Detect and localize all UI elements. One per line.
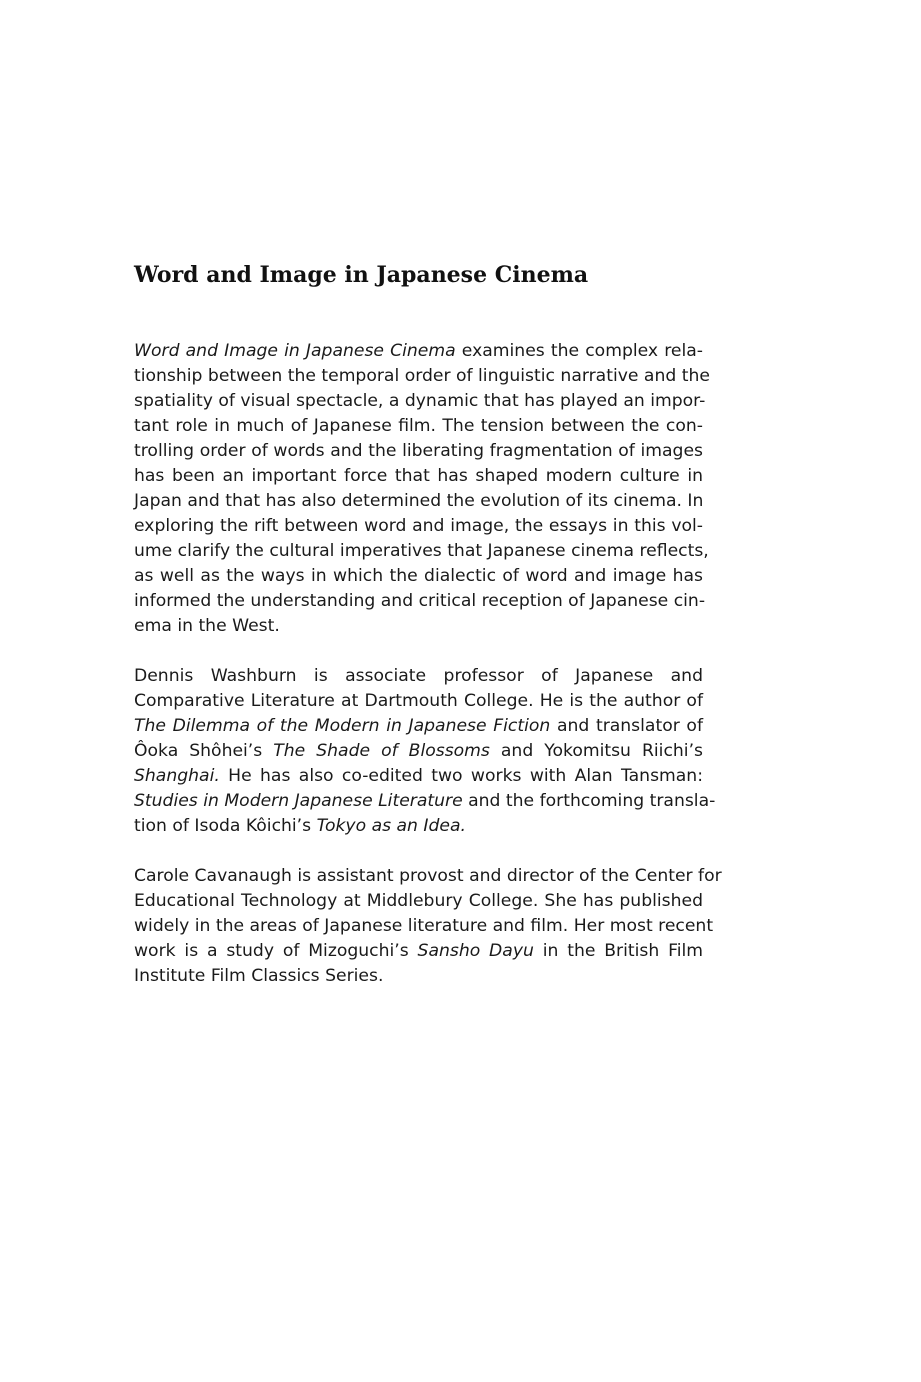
text-segment: as well as the ways in which the dialectic of word and image has xyxy=(134,566,703,586)
text-line xyxy=(134,789,716,814)
text-segment: and Yokomitsu Riichi’s xyxy=(489,741,703,761)
text-line xyxy=(134,914,714,939)
text-line xyxy=(134,614,703,639)
text-segment: Institute Film Classics Series. xyxy=(134,966,384,986)
text-line xyxy=(134,539,709,564)
text-segment: Comparative Literature at Dartmouth College. He is the author of xyxy=(134,691,703,711)
text-segment: in the British Film xyxy=(533,941,703,961)
page-title: Word and Image in Japanese Cinema xyxy=(134,262,589,288)
text-line xyxy=(134,739,703,764)
text-line xyxy=(134,889,703,914)
text-segment: tant role in much of Japanese film. The tension between the con- xyxy=(134,416,703,436)
text-line xyxy=(134,389,706,414)
text-segment: and translator of xyxy=(550,716,703,736)
book-description-paragraph xyxy=(134,339,710,639)
text-segment: trolling order of words and the liberating fragmentation of images xyxy=(134,441,703,461)
text-segment: tionship between the temporal order of linguistic narrative and the xyxy=(134,366,710,386)
text-segment: informed the understanding and critical reception of Japanese cin- xyxy=(134,591,706,611)
italic-title-text: The Dilemma of the Modern in Japanese Fiction xyxy=(134,716,551,736)
text-line xyxy=(134,564,703,589)
text-segment: work is a study of Mizoguchi’s xyxy=(134,941,418,961)
text-segment: ume clarify the cultural imperatives that Japanese cinema reflects, xyxy=(134,541,709,561)
text-segment: has been an important force that has shaped modern culture in xyxy=(134,466,703,486)
text-segment: Japan and that has also determined the evolution of its cinema. In xyxy=(134,491,704,511)
text-line xyxy=(134,814,703,839)
text-line xyxy=(134,589,706,614)
text-line xyxy=(134,964,703,989)
text-segment: Ôoka Shôhei’s xyxy=(134,741,274,761)
italic-title-text: Word and Image in Japanese Cinema xyxy=(134,341,456,361)
text-segment: and the forthcoming transla- xyxy=(462,791,716,811)
editor-bio-washburn-paragraph xyxy=(134,664,716,839)
text-line xyxy=(134,939,703,964)
text-segment: spatiality of visual spectacle, a dynamic that has played an impor- xyxy=(134,391,706,411)
text-segment: Dennis Washburn is associate professor of Japanese and xyxy=(134,666,703,686)
italic-title-text: Tokyo as an Idea. xyxy=(316,816,466,836)
italic-title-text: Sansho Dayu xyxy=(417,941,534,961)
text-line xyxy=(134,514,703,539)
italic-title-text: The Shade of Blossoms xyxy=(273,741,490,761)
italic-title-text: Shanghai. xyxy=(134,766,220,786)
text-line xyxy=(134,689,703,714)
text-segment: Educational Technology at Middlebury College. She has published xyxy=(134,891,703,911)
italic-title-text: Studies in Modern Japanese Literature xyxy=(134,791,463,811)
text-line xyxy=(134,864,722,889)
text-line xyxy=(134,364,710,389)
text-line xyxy=(134,664,703,689)
text-segment: Carole Cavanaugh is assistant provost and director of the Center for xyxy=(134,866,722,886)
text-segment: widely in the areas of Japanese literature and film. Her most recent xyxy=(134,916,714,936)
text-segment: examines the complex rela- xyxy=(455,341,703,361)
text-line xyxy=(134,489,703,514)
editor-bio-cavanaugh-paragraph xyxy=(134,864,722,989)
text-line xyxy=(134,414,703,439)
text-line xyxy=(134,339,703,364)
text-segment: ema in the West. xyxy=(134,616,280,636)
text-line xyxy=(134,714,703,739)
text-line xyxy=(134,439,703,464)
text-segment: He has also co-edited two works with Alan Tansman: xyxy=(219,766,703,786)
text-segment: tion of Isoda Kôichi’s xyxy=(134,816,317,836)
text-line xyxy=(134,464,703,489)
text-line xyxy=(134,764,703,789)
text-segment: exploring the rift between word and image, the essays in this vol- xyxy=(134,516,703,536)
